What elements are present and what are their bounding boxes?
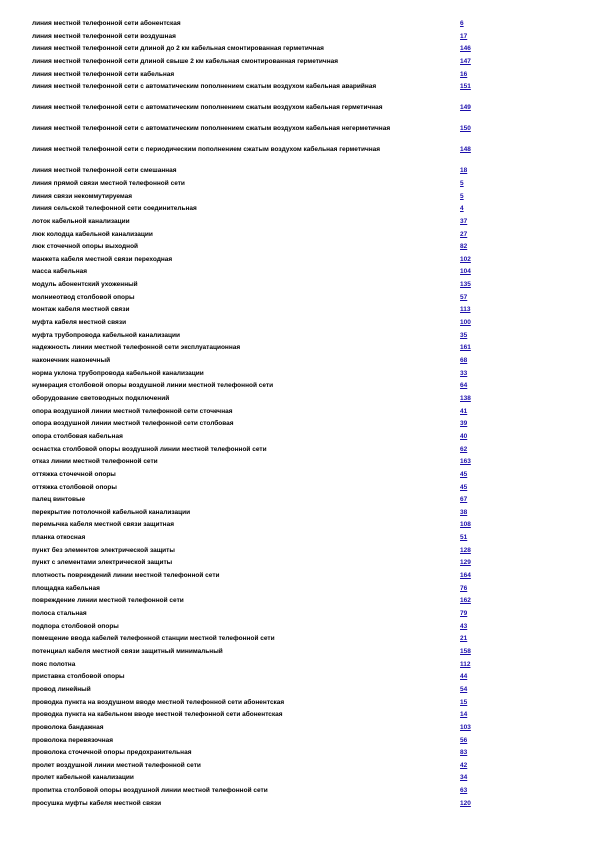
index-term: пояс полотна: [32, 660, 76, 668]
index-term: линия местной телефонной сети воздушная: [32, 32, 176, 40]
page-number-link[interactable]: 40: [460, 432, 468, 440]
index-term: проводка пункта на воздушном вводе местной телефонной сети абонентская: [32, 698, 285, 706]
page-number-link[interactable]: 37: [460, 217, 468, 225]
page-number-link[interactable]: 57: [460, 293, 468, 301]
page-number-link[interactable]: 149: [460, 104, 471, 112]
index-term: линия местной телефонной сети смешанная: [32, 167, 177, 175]
index-term: наконечник наконечный: [32, 357, 111, 364]
index-term: норма уклона трубопровода кабельной канализации: [32, 369, 204, 377]
index-term: проволока сточечной опоры предохранительная: [32, 749, 192, 757]
page-number-link[interactable]: 6: [460, 20, 464, 27]
index-term: опора воздушной линии местной телефонной сети сточечная: [32, 407, 233, 415]
index-term: молниеотвод столбовой опоры: [32, 293, 135, 301]
page-number-link[interactable]: 14: [460, 711, 468, 719]
page-number-link[interactable]: 76: [460, 584, 468, 592]
page-number-link[interactable]: 161: [460, 344, 471, 352]
index-term: палец винтовые: [32, 496, 86, 504]
index-term: муфта кабеля местной связи: [32, 319, 127, 327]
index-term: оттяжка сточечной опоры: [32, 470, 116, 478]
index-term: пролет воздушной линии местной телефонной сети: [32, 761, 201, 769]
index-term: опора столбовая кабельная: [32, 432, 123, 440]
page-number-link[interactable]: 138: [460, 394, 471, 402]
page-number-link[interactable]: 45: [460, 470, 468, 478]
index-term: масса кабельная: [32, 268, 88, 276]
index-term: оборудование световодных подключений: [32, 394, 170, 402]
index-term: линия местной телефонной сети с автоматическим пополнением сжатым воздухом кабельная аварийная: [32, 83, 377, 91]
index-term: пролет кабельной канализации: [32, 774, 134, 782]
index-term: проводка пункта на кабельном вводе местной телефонной сети абонентская: [32, 711, 283, 719]
page-number-link[interactable]: 16: [460, 70, 468, 78]
page-number-link[interactable]: 103: [460, 723, 471, 731]
index-term: линия местной телефонной сети кабельная: [32, 70, 175, 78]
page-number-link[interactable]: 164: [460, 572, 471, 580]
index-term: линия местной телефонной сети с автоматическим пополнением сжатым воздухом кабельная негерметичная: [32, 125, 391, 133]
page-number-link[interactable]: 5: [460, 179, 464, 187]
page-number-link[interactable]: 27: [460, 230, 468, 238]
index-term: пункт без элементов электрической защиты: [32, 546, 175, 554]
page-number-link[interactable]: 79: [460, 610, 468, 617]
page-number-link[interactable]: 5: [460, 192, 464, 200]
index-term: приставка столбовой опоры: [32, 673, 125, 681]
index-term: просушка муфты кабеля местной связи: [32, 799, 162, 807]
index-term: линия связи некоммутируемая: [32, 192, 133, 200]
index-term: потенциал кабеля местной связи защитный минимальный: [32, 647, 223, 655]
page-number-link[interactable]: 162: [460, 597, 471, 605]
page-number-link[interactable]: 112: [460, 660, 471, 668]
index-term: линия местной телефонной сети с периодическим пополнением сжатым воздухом кабельная герметичная: [32, 146, 381, 154]
page-number-link[interactable]: 163: [460, 458, 471, 466]
index-term: линия местной телефонной сети с автоматическим пополнением сжатым воздухом кабельная герметичная: [32, 104, 383, 112]
page-number-link[interactable]: 35: [460, 331, 468, 339]
page-number-link[interactable]: 38: [460, 508, 468, 516]
index-term: перемычка кабеля местной связи защитная: [32, 521, 175, 529]
index-term: пропитка столбовой опоры воздушной линии местной телефонной сети: [32, 787, 268, 795]
index-term: проволока перевязочная: [32, 736, 114, 744]
index-term: полоса стальная: [32, 610, 87, 617]
page-number-link[interactable]: 63: [460, 787, 468, 795]
index-term: линия местной телефонной сети абонентская: [32, 20, 181, 27]
index-term: нумерация столбовой опоры воздушной линии местной телефонной сети: [32, 382, 274, 390]
page-number-link[interactable]: 4: [460, 205, 464, 213]
index-term: подпора столбовой опоры: [32, 622, 119, 630]
index-term: площадка кабельная: [32, 584, 100, 592]
index-term: опора воздушной линии местной телефонной сети столбовая: [32, 420, 234, 428]
page-number-link[interactable]: 43: [460, 622, 468, 630]
page-number-link[interactable]: 68: [460, 357, 468, 364]
index-term: манжета кабеля местной связи переходная: [32, 255, 173, 263]
page-number-link[interactable]: 104: [460, 268, 471, 276]
page-number-link[interactable]: 146: [460, 45, 471, 53]
page-number-link[interactable]: 15: [460, 698, 468, 706]
page-number-link[interactable]: 129: [460, 559, 471, 567]
page-number-link[interactable]: 83: [460, 749, 468, 757]
page-number-link[interactable]: 44: [460, 673, 468, 681]
page-number-link[interactable]: 39: [460, 420, 468, 428]
index-term: оттяжка столбовой опоры: [32, 483, 117, 491]
page-number-link[interactable]: 147: [460, 57, 471, 65]
page-number-link[interactable]: 64: [460, 382, 468, 390]
index-term: линия местной телефонной сети длиной свыше 2 км кабельная смонтированная герметичная: [32, 57, 339, 65]
page-number-link[interactable]: 151: [460, 83, 471, 91]
index-term: линия сельской телефонной сети соединительная: [32, 205, 197, 213]
index-term: надежность линии местной телефонной сети эксплуатационная: [32, 344, 241, 352]
page-number-link[interactable]: 82: [460, 243, 468, 251]
page-number-link[interactable]: 45: [460, 483, 468, 491]
index-term: повреждение линии местной телефонной сети: [32, 597, 184, 605]
page-number-link[interactable]: 41: [460, 407, 468, 415]
page-number-link[interactable]: 56: [460, 736, 468, 744]
page-number-link[interactable]: 51: [460, 534, 468, 542]
page-number-link[interactable]: 33: [460, 369, 468, 377]
index-term: перекрытие потолочной кабельной канализации: [32, 508, 191, 516]
page-number-link[interactable]: 34: [460, 774, 468, 782]
index-term: провод линейный: [32, 685, 91, 693]
page-number-link[interactable]: 150: [460, 125, 471, 133]
page-number-link[interactable]: 158: [460, 647, 471, 655]
page-number-link[interactable]: 62: [460, 445, 468, 453]
index-term: планка откосная: [32, 534, 86, 542]
page-number-link[interactable]: 135: [460, 281, 471, 289]
page-number-link[interactable]: 120: [460, 799, 471, 807]
page-number-link[interactable]: 21: [460, 635, 468, 643]
page-number-link[interactable]: 108: [460, 521, 471, 529]
page-number-link[interactable]: 18: [460, 167, 468, 175]
index-term: оснастка столбовой опоры воздушной линии местной телефонной сети: [32, 445, 267, 453]
index-term: люк колодца кабельной канализации: [32, 230, 153, 238]
index-term: линия местной телефонной сети длиной до 2 км кабельная смонтированная герметичная: [32, 45, 324, 53]
page-number-link[interactable]: 100: [460, 319, 471, 327]
index-term: плотность повреждений линии местной телефонной сети: [32, 572, 220, 580]
page-number-link[interactable]: 54: [460, 685, 468, 693]
index-term: лоток кабельной канализации: [32, 217, 130, 225]
page-number-link[interactable]: 113: [460, 306, 471, 314]
page-number-link[interactable]: 17: [460, 32, 468, 40]
index-term: линия прямой связи местной телефонной сети: [32, 179, 185, 187]
index-term: отказ линии местной телефонной сети: [32, 458, 158, 466]
index-term: пункт с элементами электрической защиты: [32, 559, 173, 567]
page-number-link[interactable]: 42: [460, 761, 468, 769]
page-number-link[interactable]: 67: [460, 496, 468, 504]
index-term: люк сточечной опоры выходной: [32, 243, 139, 251]
index-term: проволока бандажная: [32, 723, 104, 731]
index-term: муфта трубопровода кабельной канализации: [32, 331, 180, 339]
page-number-link[interactable]: 128: [460, 546, 471, 554]
page-number-link[interactable]: 102: [460, 255, 471, 263]
index-term: помещение ввода кабелей телефонной станции местной телефонной сети: [32, 635, 275, 643]
index-term: модуль абонентский ухоженный: [32, 281, 138, 289]
page-number-link[interactable]: 148: [460, 146, 471, 154]
index-term: монтаж кабеля местной связи: [32, 306, 130, 314]
